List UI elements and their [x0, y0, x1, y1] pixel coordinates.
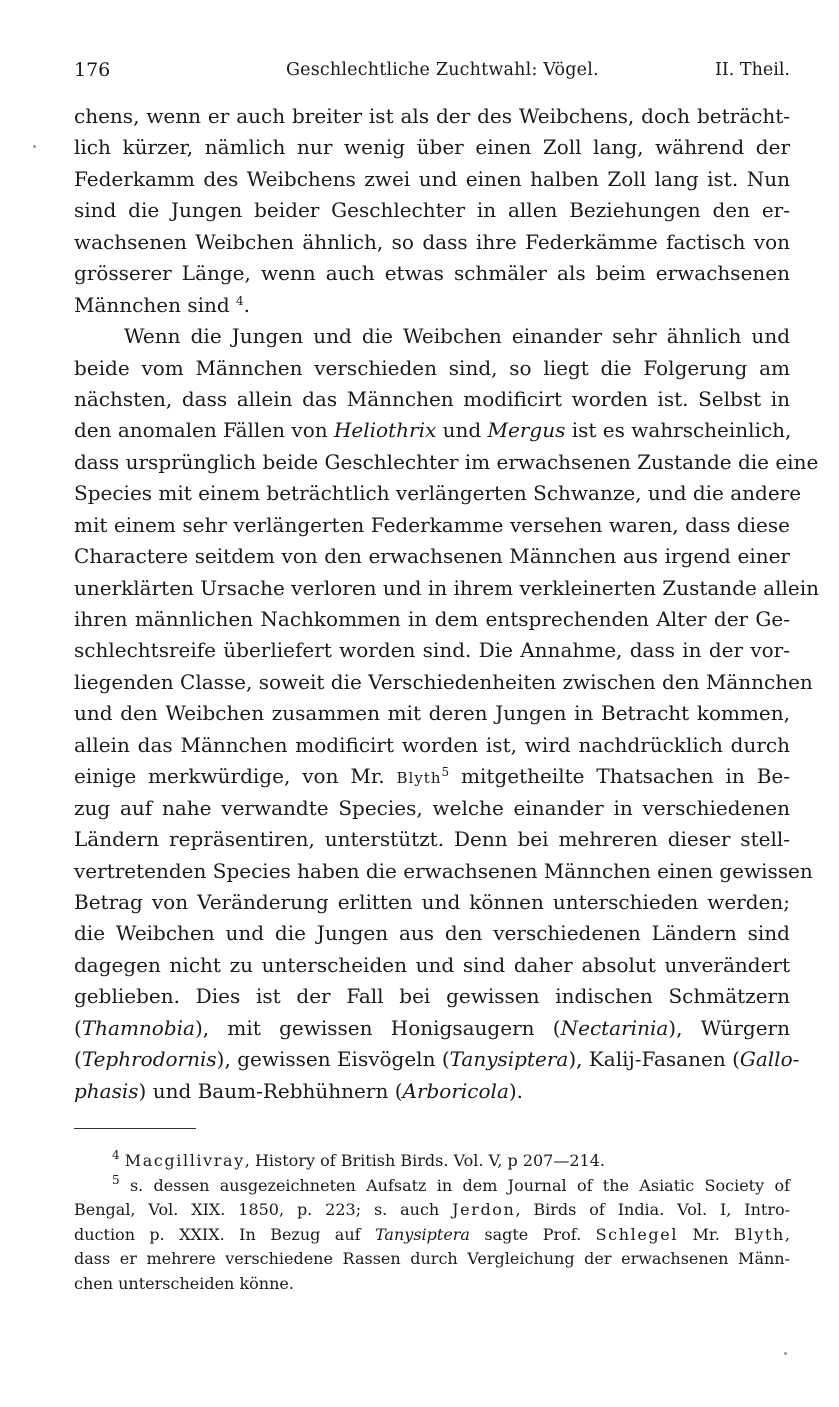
text-fragment: Männchen sind — [74, 292, 230, 317]
footnote-mark: 5 — [112, 1172, 120, 1187]
footnote-line: chen unterscheiden könne. — [74, 1273, 294, 1293]
text-line — [74, 415, 790, 446]
text-fragment: ) und Baum-Rebhühnern ( — [138, 1078, 403, 1103]
text-fragment: einige merkwürdige, von Mr. — [74, 764, 397, 789]
text-line: ihren männlichen Nachkommen in dem entsprechenden Alter der Ge- — [74, 607, 790, 631]
genus-name: Heliothrix — [333, 418, 437, 443]
text-line: nächsten, dass allein das Männchen modificirt worden ist. Selbst in — [74, 386, 790, 411]
text-line: chens, wenn er auch breiter ist als der des Weibchens, doch beträcht- — [74, 104, 790, 128]
text-line: Ländern repräsentiren, unterstützt. Denn bei mehreren dieser stell- — [74, 827, 790, 852]
text-line: die Weibchen und die Jungen aus den verschiedenen Ländern sind — [74, 921, 790, 946]
genus-name: Tanysiptera — [375, 1224, 470, 1244]
text-line — [74, 761, 790, 792]
footnote-line — [74, 1223, 790, 1248]
text-fragment: ( — [74, 1047, 82, 1072]
text-line: grösserer Länge, wenn auch etwas schmäler als beim erwachsenen — [74, 261, 790, 286]
text-line — [74, 1076, 790, 1107]
paper-speck — [784, 1352, 787, 1355]
part-label: II. Theil. — [714, 60, 790, 80]
footnote-text: sagte Prof. — [469, 1224, 596, 1244]
text-line: Wenn die Jungen und die Weibchen einander sehr ähnlich und — [124, 324, 790, 349]
footnote-text: Bengal, Vol. XIX. 1850, p. 223; s. auch — [74, 1200, 453, 1220]
footnote-text: , — [784, 1224, 791, 1244]
text-line — [74, 290, 790, 321]
footnote-ref: 5 — [441, 765, 450, 780]
footnote-text: , History of British Birds. Vol. V, p 207—214. — [244, 1151, 605, 1170]
genus-name: Nectarinia — [560, 1015, 669, 1040]
text-line: Species mit einem beträchtlich verlängerten Schwanze, und die andere — [74, 481, 802, 506]
text-fragment: . — [243, 292, 251, 317]
text-line: mit einem sehr verlängerten Federkamme versehen waren, dass diese — [74, 512, 790, 537]
genus-name: Arboricola — [402, 1078, 509, 1103]
running-header — [74, 57, 790, 83]
page-number: 176 — [74, 59, 111, 81]
genus-name: Tephrodornis — [81, 1047, 217, 1072]
paper-speck — [33, 145, 36, 148]
text-line: allein das Männchen modificirt worden ist, wird nachdrücklich durch — [74, 732, 790, 757]
text-fragment: ), gewissen Eisvögeln ( — [216, 1047, 450, 1072]
running-title: Geschlechtliche Zuchtwahl: Vögel. — [286, 60, 599, 80]
footnotes — [74, 1149, 790, 1297]
text-fragment: den anomalen Fällen von — [74, 418, 334, 443]
text-fragment: ( — [74, 1015, 82, 1040]
author-name: Jerdon — [452, 1200, 516, 1220]
text-line: beide vom Männchen verschieden sind, so liegt die Folgerung am — [74, 355, 790, 380]
genus-name: Thamnobia — [81, 1015, 195, 1040]
text-line: geblieben. Dies ist der Fall bei gewissen indischen Schmätzern — [74, 984, 790, 1009]
footnote-text: duction p. XXIX. In Bezug auf — [74, 1224, 375, 1244]
text-fragment: mitgetheilte Thatsachen in Be- — [449, 764, 791, 789]
text-line: sind die Jungen beider Geschlechter in allen Beziehungen den er- — [74, 198, 790, 223]
footnote-line — [74, 1198, 790, 1223]
footnote-text: , Birds of India. Vol. I, Intro- — [515, 1200, 791, 1220]
author-name: Blyth — [734, 1224, 785, 1244]
text-line: dass ursprünglich beide Geschlechter im erwachsenen Zustande die eine — [74, 449, 819, 474]
text-fragment: ist es wahrscheinlich, — [565, 418, 792, 443]
footnote-divider — [74, 1128, 196, 1129]
text-fragment: ). — [508, 1078, 524, 1103]
footnote-4 — [74, 1149, 790, 1174]
text-line: lich kürzer, nämlich nur wenig über einen Zoll lang, während der — [74, 135, 790, 160]
footnote-5 — [74, 1174, 790, 1199]
genus-name: Gallo- — [739, 1047, 800, 1072]
text-line: zug auf nahe verwandte Species, welche einander in verschiedenen — [74, 795, 790, 820]
text-fragment: ), Würgern — [668, 1015, 790, 1040]
author-name: Blyth — [396, 769, 442, 788]
text-line: Federkamm des Weibchens zwei und einen halben Zoll lang ist. Nun — [74, 166, 790, 191]
text-line: wachsenen Weibchen ähnlich, so dass ihre Federkämme factisch von — [74, 229, 790, 254]
text-line: Betrag von Veränderung erlitten und können unterschieden werden; — [74, 889, 790, 914]
footnote-text: s. dessen ausgezeichneten Aufsatz in dem Journal of the Asiatic Society of — [129, 1175, 790, 1195]
text-line: Charactere seitdem von den erwachsenen Männchen aus irgend einer — [74, 544, 790, 569]
footnote-ref: 4 — [236, 293, 244, 308]
author-name: Schlegel — [595, 1224, 679, 1244]
author-name: Macgillivray — [124, 1151, 245, 1170]
text-line: liegenden Classe, soweit die Verschiedenheiten zwischen den Männchen — [74, 669, 813, 694]
text-fragment: ), mit gewissen Honigsaugern ( — [194, 1015, 561, 1040]
text-fragment: und — [436, 418, 488, 443]
text-line: schlechtsreife überliefert worden sind. Die Annahme, dass in der vor- — [74, 638, 790, 663]
text-line: vertretenden Species haben die erwachsenen Männchen einen gewissen — [74, 858, 813, 883]
text-line: unerklärten Ursache verloren und in ihrem verkleinerten Zustande allein — [74, 575, 820, 600]
genus-name: Tanysiptera — [449, 1047, 569, 1072]
text-line: dagegen nicht zu unterscheiden und sind daher absolut unverändert — [74, 952, 790, 977]
book-page — [74, 0, 820, 1407]
footnote-line: dass er mehrere verschiedene Rassen durch Vergleichung der erwachsenen Männ- — [74, 1249, 790, 1269]
text-line — [74, 1013, 790, 1044]
text-line: und den Weibchen zusammen mit deren Jungen in Betracht kommen, — [74, 701, 790, 726]
genus-name: Mergus — [487, 418, 566, 443]
text-line — [74, 1044, 800, 1075]
footnote-mark: 4 — [112, 1148, 120, 1162]
footnote-text: Mr. — [678, 1224, 735, 1244]
text-fragment: ), Kalij-Fasanen ( — [568, 1047, 740, 1072]
genus-name: phasis — [74, 1078, 139, 1103]
main-text — [74, 101, 820, 1107]
